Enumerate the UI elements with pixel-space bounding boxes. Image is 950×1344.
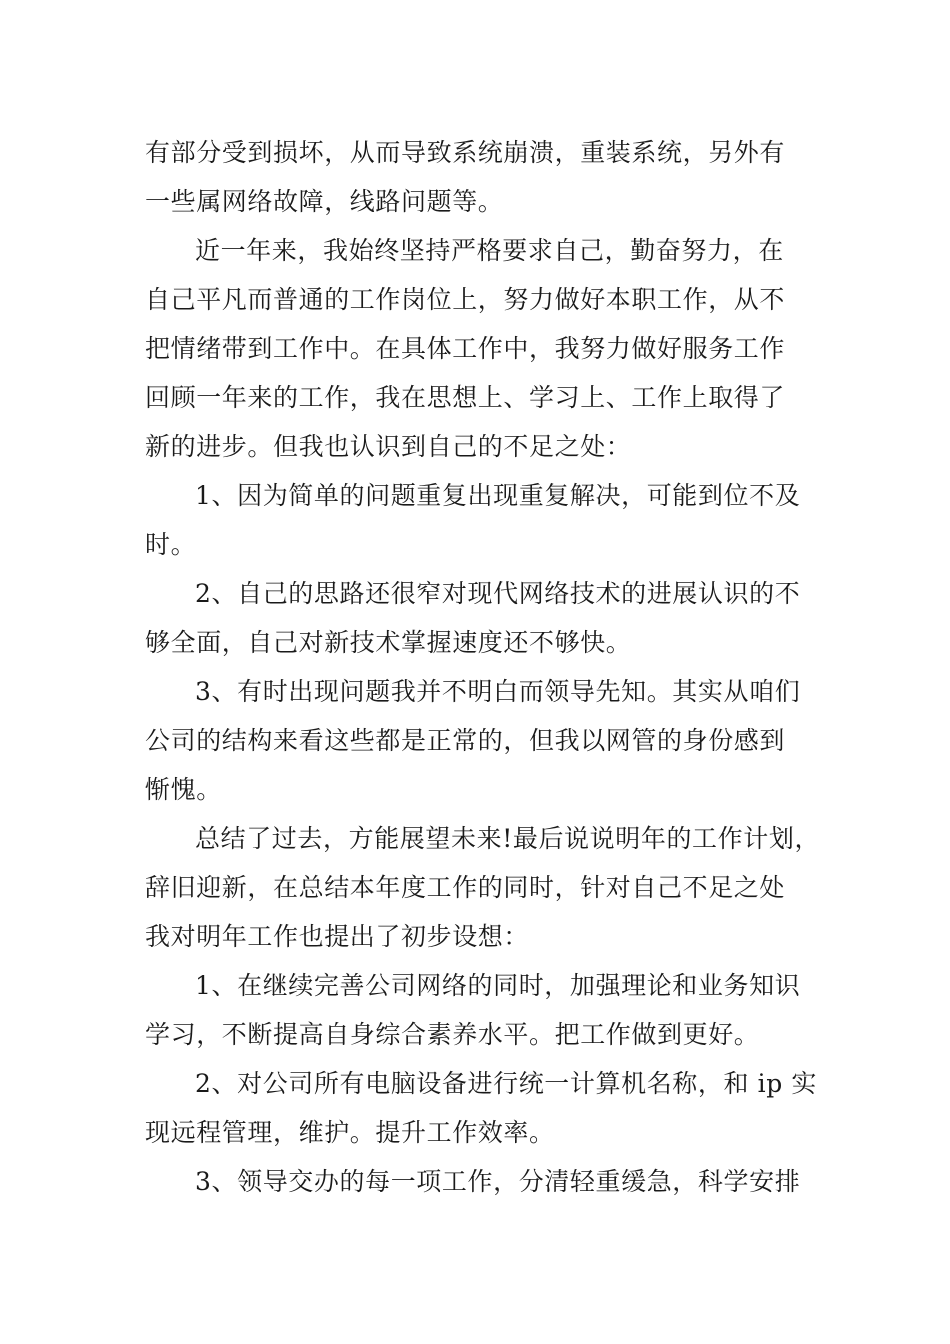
text-line: 公司的结构来看这些都是正常的，但我以网管的身份感到 xyxy=(145,726,786,755)
text-line: 自己平凡而普通的工作岗位上，努力做好本职工作，从不 xyxy=(145,285,786,314)
text-line: 一些属网络故障，线路问题等。 xyxy=(145,187,504,216)
list-item-line: 2、自己的思路还很窄对现代网络技术的进展认识的不 xyxy=(195,579,801,608)
text-line: 把情绪带到工作中。在具体工作中，我努力做好服务工作 xyxy=(145,334,786,363)
list-item-line: 1、在继续完善公司网络的同时，加强理论和业务知识 xyxy=(195,971,801,1000)
list-item-line: 2、对公司所有电脑设备进行统一计算机名称，和 ip 实 xyxy=(195,1069,818,1098)
text-line: 时。 xyxy=(145,530,197,559)
list-item-line: 1、因为简单的问题重复出现重复解决，可能到位不及 xyxy=(195,481,801,510)
paragraph-start-line: 总结了过去，方能展望未来!最后说说明年的工作计划， xyxy=(195,824,821,853)
text-line: 够全面，自己对新技术掌握速度还不够快。 xyxy=(145,628,632,657)
text-line: 新的进步。但我也认识到自己的不足之处： xyxy=(145,432,632,461)
text-line: 回顾一年来的工作，我在思想上、学习上、工作上取得了 xyxy=(145,383,786,412)
list-item-line: 3、有时出现问题我并不明白而领导先知。其实从咱们 xyxy=(195,677,801,706)
text-line: 有部分受到损坏，从而导致系统崩溃，重装系统，另外有 xyxy=(145,138,786,167)
text-line: 惭愧。 xyxy=(145,775,222,804)
text-line: 现远程管理，维护。提升工作效率。 xyxy=(145,1118,555,1147)
document-body xyxy=(145,128,821,1206)
text-line: 辞旧迎新，在总结本年度工作的同时，针对自己不足之处 xyxy=(145,873,786,902)
text-line: 学习，不断提高自身综合素养水平。把工作做到更好。 xyxy=(145,1020,760,1049)
list-item-line: 3、领导交办的每一项工作，分清轻重缓急，科学安排 xyxy=(195,1167,801,1196)
text-line: 我对明年工作也提出了初步设想： xyxy=(145,922,530,951)
paragraph-start-line: 近一年来，我始终坚持严格要求自己，勤奋努力，在 xyxy=(195,236,784,265)
